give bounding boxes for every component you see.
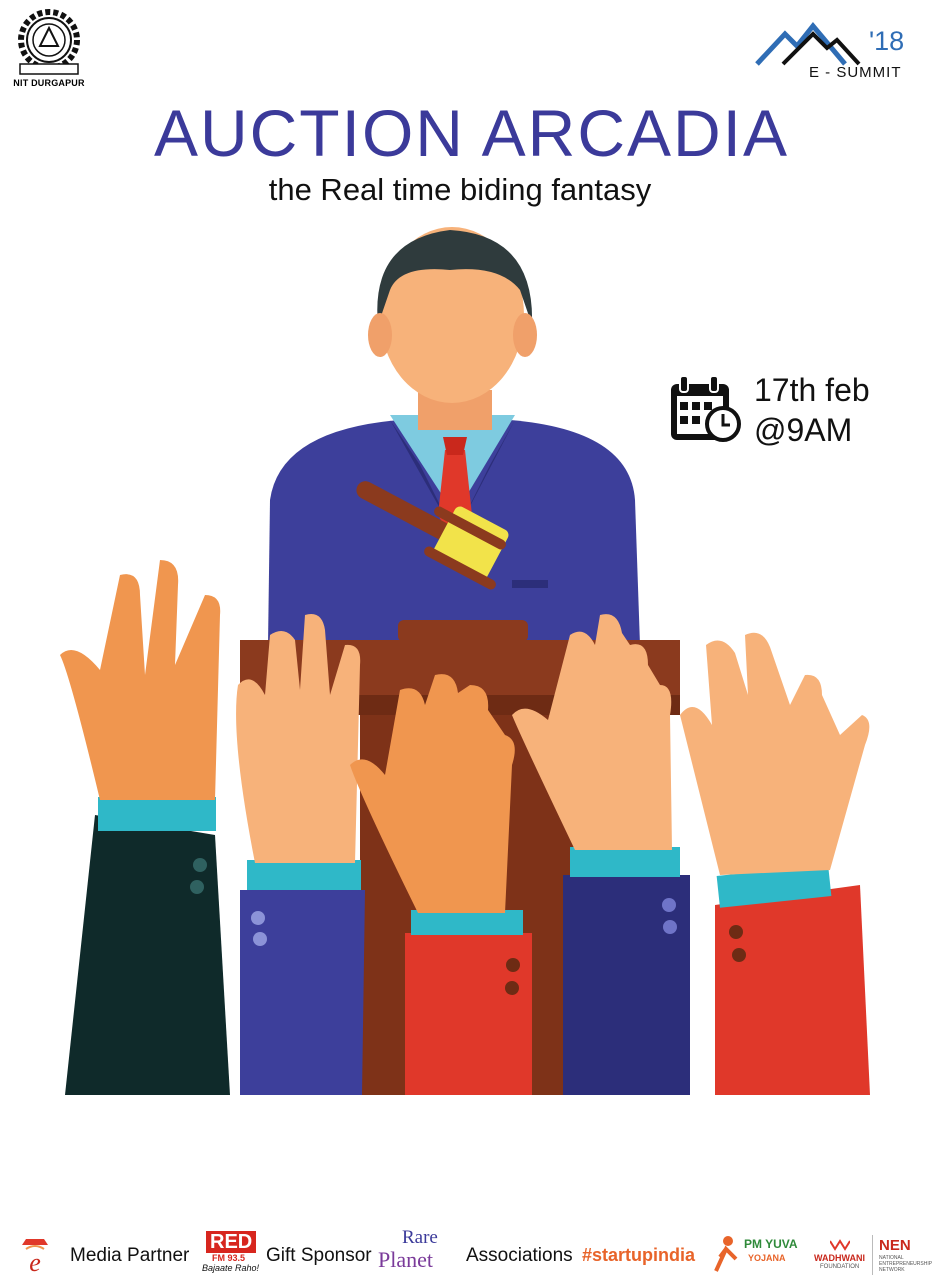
startupindia-logo: #startupindia xyxy=(582,1245,696,1265)
gear-emblem-icon xyxy=(12,8,86,78)
page-subtitle: the Real time biding fantasy xyxy=(268,172,652,207)
red-fm-tagline: Bajaate Raho! xyxy=(202,1263,260,1273)
nen-logo xyxy=(872,1235,943,1275)
auctioneer-illustration xyxy=(0,215,943,1100)
nen-name: NEN xyxy=(879,1237,911,1254)
calendar-clock-icon xyxy=(668,374,744,444)
gift-sponsor-label: Gift Sponsor xyxy=(266,1245,372,1266)
media-partner-label: Media Partner xyxy=(70,1245,190,1266)
red-fm-name: RED xyxy=(206,1231,256,1253)
esummit-logo xyxy=(755,20,935,86)
auctioneer xyxy=(268,227,640,645)
event-schedule xyxy=(668,372,908,452)
red-fm-freq: FM 93.5 xyxy=(212,1253,246,1263)
pm-yuva-logo xyxy=(712,1233,802,1279)
associations-label: Associations xyxy=(466,1245,573,1266)
page-title: AUCTION ARCADIA xyxy=(153,96,790,170)
figure-icon xyxy=(712,1235,740,1273)
svg-text:e: e xyxy=(29,1248,41,1275)
sponsor-strip xyxy=(0,1225,943,1280)
pm-yuva-sub: YOJANA xyxy=(748,1253,786,1263)
e-cell-logo-icon xyxy=(18,1237,52,1275)
nit-durgapur-logo xyxy=(12,8,86,92)
pm-yuva-name: PM YUVA xyxy=(744,1237,798,1251)
nit-logo-label: NIT DURGAPUR xyxy=(13,78,85,88)
event-time: @9AM xyxy=(754,412,853,448)
nen-sub: NATIONAL ENTREPRENEURSHIP NETWORK xyxy=(879,1255,932,1273)
mountain-logo-icon xyxy=(755,20,875,70)
wadhwani-name: WADHWANI xyxy=(814,1253,865,1263)
wadhwani-logo xyxy=(812,1239,868,1279)
esummit-year: '18 xyxy=(869,26,905,56)
red-fm-logo xyxy=(200,1229,262,1279)
rare-planet-logo xyxy=(368,1227,456,1279)
rare-planet-line2: Planet xyxy=(378,1247,433,1272)
esummit-name: E - SUMMIT xyxy=(809,64,902,81)
wadhwani-mark-icon xyxy=(830,1239,850,1251)
event-date: 17th feb xyxy=(754,372,870,408)
rare-planet-line1: Rare xyxy=(402,1227,438,1248)
wadhwani-sub: FOUNDATION xyxy=(820,1264,860,1270)
